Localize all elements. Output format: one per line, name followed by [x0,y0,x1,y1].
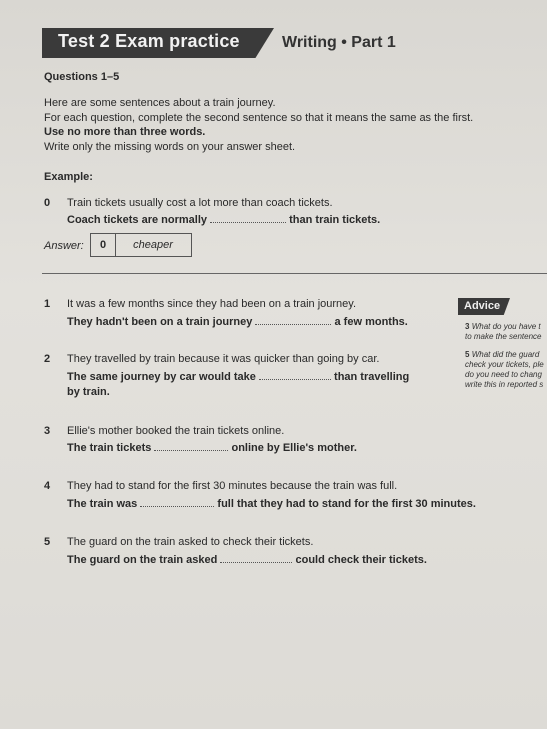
question-5-gap [220,553,292,563]
question-3-number: 3 [44,425,51,437]
question-3-sentence: Ellie's mother booked the train tickets online. [67,425,285,437]
question-1-prompt-end: a few months. [334,316,408,328]
advice-tip-3-number: 3 [465,322,470,331]
page-title: Test 2 Exam practice [58,31,240,51]
section-title: Writing • Part 1 [282,34,396,51]
question-1-sentence: It was a few months since they had been on a train journey. [67,298,357,310]
question-2-sentence: They travelled by train because it was quicker than going by car. [67,353,380,365]
example-gap [210,213,286,223]
instruction-line-4: Write only the missing words on your answer sheet. [44,141,296,153]
advice-tip-3-line-1 [465,322,547,332]
question-5-sentence: The guard on the train asked to check their tickets. [67,536,314,548]
question-5-number: 5 [44,536,51,548]
question-5-prompt [67,553,427,567]
advice-tip-5-text: What did the guard [471,350,540,359]
example-prompt-end: than train tickets. [289,214,381,226]
question-2-prompt-start: The same journey by car would take [67,371,256,383]
advice-tip-3-line-2: to make the sentence [465,332,542,341]
advice-title: Advice [464,300,501,312]
question-3-prompt-start: The train tickets [67,442,152,454]
answer-box [90,233,192,257]
answer-value: cheaper [133,239,173,251]
advice-tip-5-number: 5 [465,350,470,359]
question-2-number: 2 [44,353,51,365]
instruction-line-2: For each question, complete the second sentence so that it means the same as the first. [44,112,474,124]
example-label: Example: [44,171,93,183]
question-5-prompt-end: could check their tickets. [295,554,427,566]
question-4-prompt [67,497,476,511]
question-1-prompt-start: They hadn't been on a train journey [67,316,253,328]
question-4-number: 4 [44,480,51,492]
instruction-line-3: Use no more than three words. [44,126,206,138]
question-5-prompt-start: The guard on the train asked [67,554,218,566]
question-1-gap [255,315,331,325]
question-4-sentence: They had to stand for the first 30 minutes because the train was full. [67,480,398,492]
advice-tip-5-line-2: check your tickets, ple [465,360,544,369]
question-2-prompt-cont: by train. [67,386,110,398]
example-prompt [67,213,380,227]
question-1-prompt [67,315,408,329]
example-prompt-start: Coach tickets are normally [67,214,208,226]
example-number: 0 [44,197,51,209]
advice-tip-3-text: What do you have t [471,322,541,331]
question-4-prompt-start: The train was [67,498,138,510]
question-4-prompt-end: full that they had to stand for the first 30 minutes. [217,498,476,510]
advice-tip-5-line-3: do you need to chang [465,370,542,379]
answer-number: 0 [91,234,116,256]
question-3-prompt-end: online by Ellie's mother. [231,442,357,454]
question-1-number: 1 [44,298,51,310]
advice-tip-5-line-4: write this in reported s [465,380,544,389]
answer-label: Answer: [44,240,84,252]
advice-tip-5-line-1 [465,350,547,360]
question-2-prompt-end: than travelling [334,371,410,383]
questions-heading: Questions 1–5 [44,71,120,83]
question-3-prompt [67,441,357,455]
question-2-gap [259,370,331,380]
question-4-gap [140,497,214,507]
question-2-prompt [67,370,409,384]
section-divider [42,273,547,274]
question-3-gap [154,441,228,451]
instruction-line-1: Here are some sentences about a train journey. [44,97,276,109]
example-sentence: Train tickets usually cost a lot more than coach tickets. [67,197,333,209]
